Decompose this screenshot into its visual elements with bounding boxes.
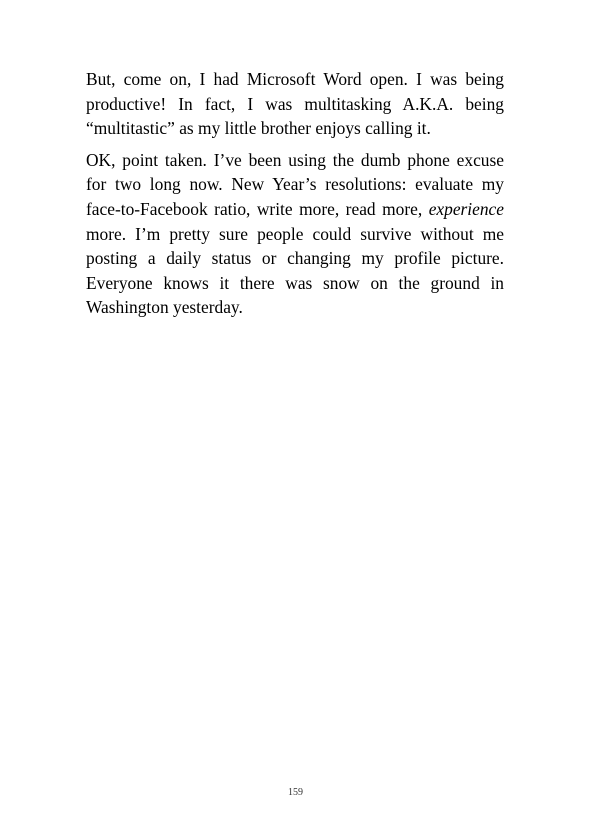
paragraph-2 (86, 148, 504, 320)
paragraph-2-text-end: more. I’m pretty sure people could survive without me posting a daily status or changing my profile picture. Everyone knows it there was snow on the ground in Washington yesterday. (86, 223, 504, 318)
paragraph-2-text-start: OK, point taken. I’ve been using the dumb phone excuse for two long now. New Year’s resolutions: evaluate my face-to-Facebook ratio, write more, read more, (86, 149, 504, 219)
italic-emphasis: experience (428, 198, 504, 219)
paragraph-1-text: But, come on, I had Microsoft Word open. I was being productive! In fact, I was multitasking A.K.A. being “multitastic” as my little brother enjoys calling it. (86, 69, 504, 139)
page-number: 159 (288, 787, 303, 798)
paragraph-1 (86, 67, 504, 141)
body-text (86, 67, 504, 320)
